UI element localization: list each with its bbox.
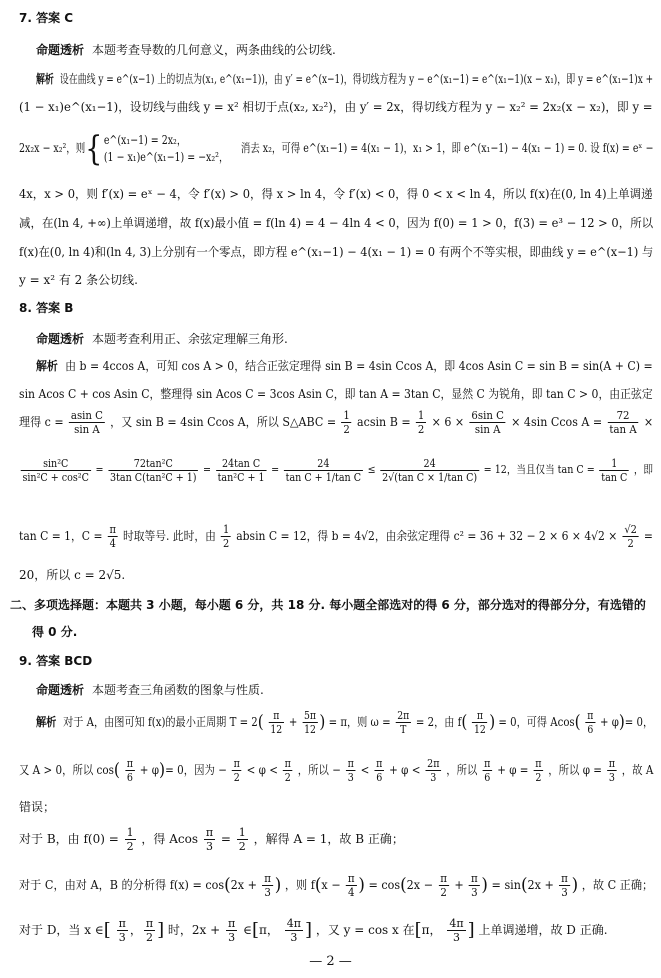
- fraction: $\frac{\pi}{3}$: [228, 917, 236, 944]
- q7-line-5: 减，在(ln 4, +∞)上单调递增，故 f(x)最小值 = f(ln 4) = 4 − 4ln 4 < 0，因为 f(0) = 1 > 0，f(3) = e³ − 12 > 0，所以: [19, 216, 654, 230]
- q8-line-6: 20，所以 c = 2√5.: [19, 568, 126, 582]
- fraction: $\frac{\pi}{3}$: [470, 872, 478, 899]
- q8-line-5: tan C = 1，C = $\frac{\pi}{4}$ 时取等号. 此时，由 $\frac{1}{2}$ absin C = 12，得 b = 4√2，由余弦定理得 c² = 36 + 32 − 2 × 6 × 4√2 × $\frac{√2}{2}$ =: [19, 523, 653, 550]
- section-2-heading: 二、多项选择题：本题共 3 小题，每小题 6 分，共 18 分. 每小题全部选对的得 6 分，部分选对的得部分分，有选错的: [10, 598, 646, 612]
- fraction: $\frac{\pi}{2}$: [284, 757, 291, 784]
- fraction: $\frac{√2}{2}$: [624, 523, 637, 550]
- q7-heading: 7. 答案 C: [19, 11, 74, 25]
- fraction: $\frac{72}{\text{tan A}}$: [609, 409, 637, 436]
- fraction: $\frac{\pi}{3}$: [561, 872, 568, 899]
- fraction: $\frac{\pi}{2}$: [233, 757, 240, 784]
- fraction: $\frac{\pi}{3}$: [347, 757, 354, 784]
- q9-heading: 9. 答案 BCD: [19, 654, 93, 668]
- fraction: $\frac{\text{sin²C}}{\text{sin²C + cos²C}}$: [22, 456, 89, 484]
- fraction: $\frac{1}{2}$: [343, 409, 350, 436]
- fraction: $\frac{\pi}{3}$: [205, 826, 214, 853]
- fraction: $\frac{\pi}{12}$: [473, 709, 486, 736]
- fraction: $\frac{\pi}{2}$: [535, 757, 542, 784]
- q7-line-3: 2x₂x − x₂²，则{ e^(x₁−1) = 2x₂， (1 − x₁)e^(x₁−1) = −x₂²， 消去 x₂，可得 e^(x₁−1) = 4(x₁ − 1)，x₁ > 1，即 e^(x₁−1) − 4(x₁ − 1) = 0. 设 f(x) = eˣ −: [19, 128, 654, 169]
- fraction: $\frac{\text{6sin C}}{\text{sin A}}$: [471, 409, 504, 436]
- section-2-heading-cont: 得 0 分.: [32, 625, 78, 639]
- fraction: $\frac{\text{72tan²C}}{\text{3tan C(tan²C + 1)}}$: [109, 456, 197, 484]
- q9-d-line: 对于 D，当 x ∈[ $\frac{\pi}{3}$ ， $\frac{\pi}{2}$ ] 时，2x + $\frac{\pi}{3}$ ∈[π， $\frac{4\pi}{3}$ ] ，又 y = cos x 在[π， $\frac{4\pi}{3}$ ] 上单调递增，故 D 正确.: [19, 917, 608, 944]
- q9-a-line-1: 解析 对于 A，由图可知 f(x)的最小正周期 T = 2( $\frac{\pi}{12}$ + $\frac{5\pi}{12}$ ) = π，则 ω = $\frac{2\pi}{T}$ = 2，由 f( $\frac{\pi}{12}$ ) = 0，可得 Acos( $\frac{\pi}{6}$ + φ)= 0，: [36, 709, 654, 736]
- fraction: $\frac{\text{asin C}}{\text{sin A}}$: [70, 409, 103, 436]
- fraction: $\frac{\pi}{4}$: [109, 523, 116, 550]
- fraction: $\frac{\pi}{3}$: [118, 917, 126, 944]
- fraction: $\frac{4\pi}{3}$: [286, 917, 301, 944]
- q7-line-2: (1 − x₁)e^(x₁−1)，设切线与曲线 y = x² 相切于点(x₂, x₂²)，由 y′ = 2x，得切线方程为 y − x₂² = 2x₂(x − x₂)，即 y =: [19, 100, 653, 114]
- fraction: $\frac{\pi}{6}$: [587, 709, 594, 736]
- q8-line-1: 解析 由 b = 4ccos A，可知 cos A > 0，结合正弦定理得 sin B = 4sin Ccos A，即 4cos Asin C = sin B = sin(A + C) =: [36, 359, 653, 373]
- equation-system: e^(x₁−1) = 2x₂， (1 − x₁)e^(x₁−1) = −x₂²，: [103, 132, 229, 164]
- fraction: $\frac{1}{2}$: [222, 523, 230, 550]
- q9-a-line-2: 又 A > 0，所以 cos( $\frac{\pi}{6}$ + φ)= 0，因为 − $\frac{\pi}{2}$ < φ < $\frac{\pi}{2}$ ，所以 − $\frac{\pi}{3}$ < $\frac{\pi}{6}$ + φ < $\frac{2\pi}{3}$ ，所以 $\frac{\pi}{6}$ + φ = $\frac{\pi}{2}$ ，所以 φ = $\frac{\pi}{3}$ ，故 A: [19, 757, 654, 784]
- q8-topic: 命题透析 本题考查利用正、余弦定理解三角形.: [36, 332, 288, 346]
- q8-line-4: $\frac{\text{sin²C}}{\text{sin²C + cos²C}}$ = $\frac{\text{72tan²C}}{\text{3tan C(tan²C + 1)}}$ = $\frac{\text{24tan C}}{\text{tan²C + 1}}$ = $\frac{24}{\text{tan C + 1/tan C}}$ ≤ $\frac{24}{\text{2√(tan C × 1/tan C)}}$ = 12，当且仅当 tan C = $\frac{1}{\text{tan C}}$ ，即: [22, 456, 653, 484]
- fraction: $\frac{\pi}{3}$: [264, 872, 271, 899]
- fraction: $\frac{\pi}{6}$: [126, 757, 134, 784]
- fraction: $\frac{\pi}{2}$: [440, 872, 448, 899]
- q7-line-6: f(x)在(0, ln 4)和(ln 4, 3)上分别有一个零点，即方程 e^(x₁−1) − 4(x₁ − 1) = 0 有两个不等实根，即曲线 y = e^(x−1) 与: [19, 245, 654, 259]
- q8-heading: 8. 答案 B: [19, 301, 74, 315]
- q9-c-line: 对于 C，由对 A，B 的分析得 f(x) = cos(2x + $\frac{\pi}{3}$ ) ，则 f(x − $\frac{\pi}{4}$ ) = cos(2x − $\frac{\pi}{2}$ + $\frac{\pi}{3}$ ) = sin(2x + $\frac{\pi}{3}$ ) ，故 C 正确；: [19, 872, 654, 899]
- q8-line-3: 理得 c = $\frac{\text{asin C}}{\text{sin A}}$ ，又 sin B = 4sin Ccos A，所以 S△ABC = $\frac{1}{2}$ acsin B = $\frac{1}{2}$ × 6 × $\frac{\text{6sin C}}{\text{sin A}}$ × 4sin Ccos A = $\frac{72}{\text{tan A}}$ ×: [19, 409, 654, 436]
- q7-line-7: y = x² 有 2 条公切线.: [19, 273, 138, 287]
- page-number: — 2 —: [309, 954, 352, 969]
- fraction: $\frac{\text{24tan C}}{\text{tan²C + 1}}$: [217, 456, 265, 484]
- q7-line-4: 4x，x > 0，则 f′(x) = eˣ − 4，令 f′(x) > 0，得 x > ln 4，令 f′(x) < 0，得 0 < x < ln 4，所以 f(x)在(0, ln 4)上单调递: [19, 187, 653, 201]
- fraction: $\frac{1}{2}$: [417, 409, 425, 436]
- fraction: $\frac{2\pi}{3}$: [427, 757, 440, 784]
- fraction: $\frac{24}{\text{2√(tan C × 1/tan C)}}$: [382, 456, 478, 484]
- q9-a-line-3: 错误；: [19, 800, 56, 814]
- fraction: $\frac{\pi}{3}$: [608, 757, 615, 784]
- fraction: $\frac{1}{2}$: [126, 826, 134, 853]
- fraction: $\frac{\pi}{12}$: [270, 709, 283, 736]
- fraction: $\frac{1}{\text{tan C}}$: [601, 456, 628, 484]
- q8-line-2: sin Acos C + cos Asin C，整理得 sin Acos C = 3cos Asin C，即 tan A = 3tan C，显然 C 为锐角，即 tan C > 0，由正弦定: [19, 387, 653, 401]
- q7-topic: 命题透析 本题考查导数的几何意义，两条曲线的公切线.: [36, 43, 336, 57]
- fraction: $\frac{\pi}{4}$: [347, 872, 355, 899]
- q7-line-1: 解析 设在曲线 y = e^(x−1) 上的切点为(x₁, e^(x₁−1))，由 y′ = e^(x−1)，得切线方程为 y − e^(x₁−1) = e^(x₁−1)(x − x₁)，即 y = e^(x₁−1)x +: [36, 72, 654, 86]
- q9-b-line: 对于 B，由 f(0) = $\frac{1}{2}$ ，得 Acos $\frac{\pi}{3}$ = $\frac{1}{2}$ ，解得 A = 1，故 B 正确；: [19, 826, 404, 853]
- fraction: $\frac{\pi}{6}$: [484, 757, 491, 784]
- fraction: $\frac{2\pi}{T}$: [397, 709, 410, 736]
- fraction: $\frac{5\pi}{12}$: [303, 709, 317, 736]
- fraction: $\frac{1}{2}$: [238, 826, 246, 853]
- fraction: $\frac{24}{\text{tan C + 1/tan C}}$: [285, 456, 362, 484]
- fraction: $\frac{\pi}{6}$: [376, 757, 383, 784]
- fraction: $\frac{4\pi}{3}$: [449, 917, 464, 944]
- q9-topic: 命题透析 本题考查三角函数的图象与性质.: [36, 683, 264, 697]
- fraction: $\frac{\pi}{2}$: [145, 917, 154, 944]
